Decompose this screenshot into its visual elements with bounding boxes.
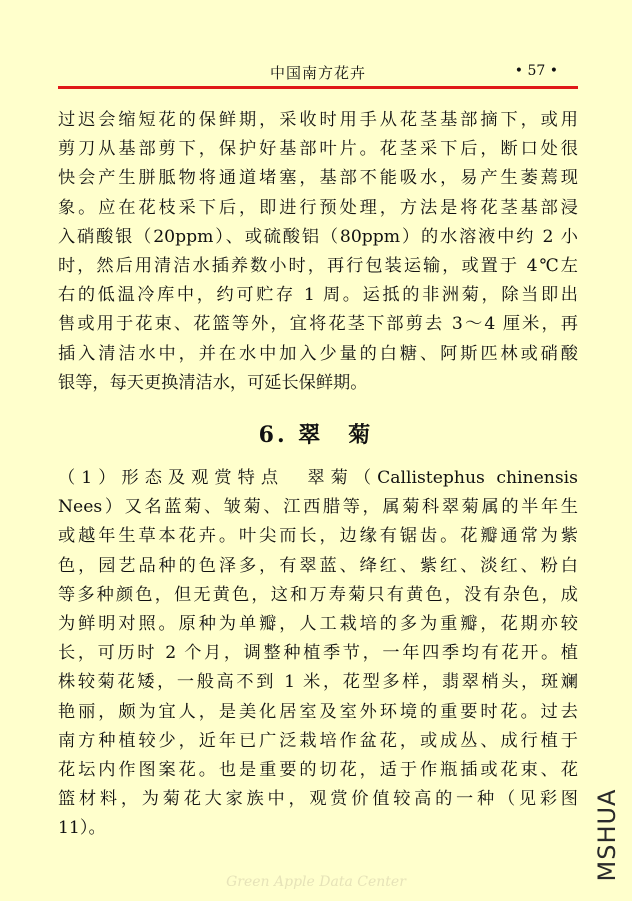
text-line: （1）形态及观赏特点 翠菊（Callistephus chinensis — [58, 468, 578, 488]
text-line: 银等，每天更换清洁水，可延长保鲜期。 — [58, 372, 368, 393]
text-line: 或越年生草本花卉。叶尖而长，边缘有锯齿。花瓣通常为紫 — [58, 526, 578, 547]
text-line: 艳丽，颇为宜人，是美化居室及室外环境的重要时花。过去 — [58, 701, 578, 722]
text-line: 入硝酸银（20ppm）、或硫酸铝（80ppm）的水溶液中约 2 小 — [58, 226, 578, 247]
section-heading: 6. 翠 菊 — [258, 422, 374, 448]
text-line: 南方种植较少，近年已广泛栽培作盆花，或成丛、成行植于 — [58, 730, 578, 751]
text-line: 象。应在花枝采下后，即进行预处理，方法是将花茎基部浸 — [58, 197, 578, 218]
text-line: 株较菊花矮，一般高不到 1 米，花型多样，翡翠梢头，斑斓 — [58, 672, 578, 693]
paragraph-china-aster — [58, 464, 578, 843]
paragraph-preservation — [58, 106, 578, 398]
text-line: 过迟会缩短花的保鲜期，采收时用手从花茎基部摘下，或用 — [58, 110, 578, 130]
text-line: 花坛内作图案花。也是重要的切花，适于作瓶插或花束、花 — [58, 759, 578, 780]
text-line: 为鲜明对照。原种为单瓣，人工栽培的多为重瓣，花期亦较 — [58, 613, 578, 634]
text-line: Nees）又名蓝菊、皱菊、江西腊等，属菊科翠菊属的半年生 — [58, 497, 578, 518]
text-line: 右的低温冷库中，约可贮存 1 周。运抵的非洲菊，除当即出 — [58, 285, 578, 306]
text-line: 快会产生胼胝物将通道堵塞，基部不能吸水，易产生萎蔫现 — [58, 168, 578, 189]
text-line: 时，然后用清洁水插养数小时，再行包装运输，或置于 4℃左 — [58, 255, 578, 276]
page-number: • 57 • — [514, 63, 558, 79]
text-line: 色，园艺品种的色泽多，有翠蓝、绛红、紫红、淡红、粉白 — [58, 555, 578, 576]
side-watermark-text: MSHUA — [593, 788, 621, 882]
text-line: 长，可历时 2 个月，调整种植季节，一年四季均有花开。植 — [58, 643, 578, 664]
page-header — [58, 60, 578, 89]
text-line: 篮材料，为菊花大家族中，观赏价值较高的一种（见彩图 — [58, 789, 578, 810]
text-line: 等多种颜色，但无黄色，这和万寿菊只有黄色，没有杂色，成 — [58, 584, 578, 605]
bottom-watermark: Green Apple Data Center — [226, 874, 406, 890]
running-title: 中国南方花卉 — [270, 64, 367, 82]
text-line: 剪刀从基部剪下，保护好基部叶片。花茎采下后，断口处很 — [58, 139, 578, 160]
text-line: 11）。 — [58, 818, 106, 839]
text-line: 插入清洁水中，并在水中加入少量的白糖、阿斯匹林或硝酸 — [58, 343, 578, 364]
text-line: 售或用于花束、花篮等外，宜将花茎下部剪去 3～4 厘米，再 — [58, 314, 578, 335]
